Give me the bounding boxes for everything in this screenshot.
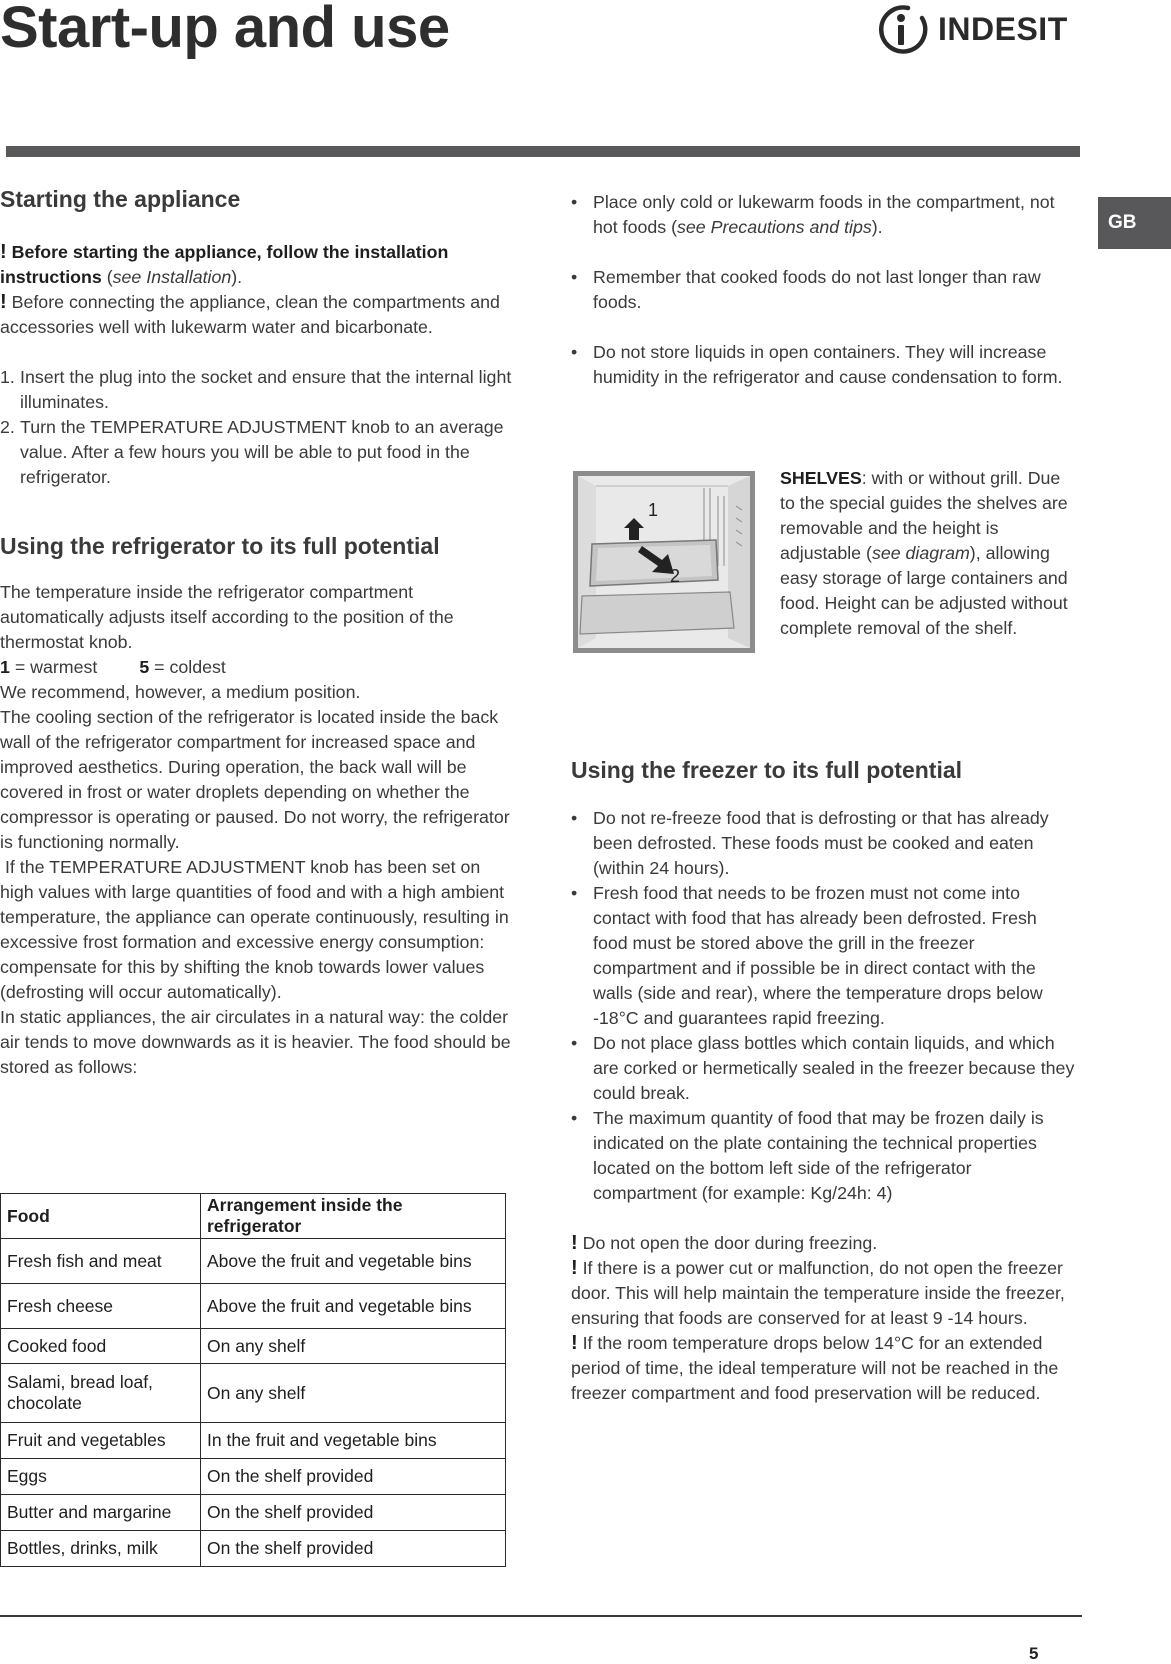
fridge-paragraph: If the TEMPERATURE ADJUSTMENT knob has been set on high values with large quantities of food and with a high ambient temperature, the appliance can operate continuously, resulting in excessive frost formation and excessive energy consumption: compensate for this by shifting the knob towards lower values (defrosting will occur automatically).	[0, 857, 514, 1002]
tip-close: ).	[871, 217, 883, 237]
food-cell: Fresh cheese	[1, 1284, 201, 1329]
fridge-paragraph: The cooling section of the refrigerator is located inside the back wall of the refrigerator compartment for increased space and improved aesthetics. During operation, the back wall will be covered in frost or water droplets depending on whether the compressor is operating or paused. Do not worry, the refrigerator is functioning normally.	[0, 707, 510, 852]
food-cell: Fruit and vegetables	[1, 1423, 201, 1459]
fridge-paragraph: In static appliances, the air circulates in a natural way: the colder air tends to move downwards as it is heavier. The food should be stored as follows:	[0, 1007, 511, 1077]
freezer-warning	[571, 1331, 1076, 1406]
clean-warning-text: Before connecting the appliance, clean the compartments and accessories well with lukewarm water and bicarbonate.	[0, 292, 500, 337]
warning-text: If there is a power cut or malfunction, do not open the freezer door. This will help maintain the temperature inside the freezer, ensuring that foods are conserved for at least 9 -14 hours.	[571, 1258, 1065, 1328]
arrangement-cell: On the shelf provided	[201, 1459, 506, 1495]
arrangement-cell: On any shelf	[201, 1364, 506, 1423]
food-cell: Butter and margarine	[1, 1495, 201, 1531]
warm-number: 1	[0, 657, 10, 677]
paren-close: ).	[231, 267, 243, 287]
install-reference: see Installation	[112, 267, 232, 287]
arrangement-cell: On any shelf	[201, 1329, 506, 1364]
table-row	[1, 1284, 506, 1329]
diagram-label-2: 2	[670, 566, 681, 586]
arrangement-cell: Above the fruit and vegetable bins	[201, 1239, 506, 1284]
arrangement-cell: On the shelf provided	[201, 1495, 506, 1531]
list-item: • Do not place glass bottles which contain liquids, and which are corked or hermetically sealed in the freezer because they could break.	[571, 1031, 1076, 1106]
table-header-row	[1, 1194, 506, 1239]
list-item: • Do not re-freeze food that is defrosting or that has already been defrosted. These foods must be cooked and eaten (within 24 hours).	[571, 806, 1076, 881]
food-cell: Bottles, drinks, milk	[1, 1531, 201, 1567]
thermostat-scale	[0, 655, 512, 680]
info-circle-icon	[874, 4, 930, 54]
table-row	[1, 1459, 506, 1495]
header-rule	[6, 146, 1080, 157]
warm-label: = warmest	[9, 657, 98, 677]
fridge-tips-list	[571, 190, 1076, 390]
food-cell: Fresh fish and meat	[1, 1239, 201, 1284]
warning-mark: !	[0, 291, 7, 313]
table-row	[1, 1239, 506, 1284]
list-item	[571, 190, 1076, 240]
install-warning	[0, 240, 512, 290]
table-row	[1, 1423, 506, 1459]
starting-heading: Starting the appliance	[0, 186, 241, 212]
shelves-description	[780, 466, 1076, 641]
table-row	[1, 1364, 506, 1423]
food-cell: Eggs	[1, 1459, 201, 1495]
column-header-arrangement: Arrangement inside the refrigerator	[201, 1194, 506, 1239]
brand-logo	[874, 4, 1068, 54]
table-row	[1, 1495, 506, 1531]
footer-rule	[0, 1615, 1082, 1617]
page-number: 5	[1029, 1644, 1039, 1663]
food-cell: Salami, bread loaf, chocolate	[1, 1364, 201, 1423]
list-item: • The maximum quantity of food that may be frozen daily is indicated on the plate containing the technical properties located on the bottom left side of the refrigerator compartment (for example: Kg/24h: 4)	[571, 1106, 1076, 1206]
freezer-tips-list	[571, 806, 1076, 1206]
list-item: • Remember that cooked foods do not last longer than raw foods.	[571, 265, 1076, 315]
shelves-text: : with or without grill. Due to the special guides the shelves are removable and the height is adjustable (	[780, 468, 1068, 563]
step-number: 1.	[0, 367, 15, 387]
cold-number: 5	[139, 657, 150, 677]
fridge-intro: The temperature inside the refrigerator compartment automatically adjusts itself according to the position of the thermostat knob.	[0, 582, 454, 652]
list-item: • Fresh food that needs to be frozen must not come into contact with food that has already been defrosted. Fresh food must be stored above the grill in the freezer compartment and if possible be in direct contact with the walls (side and rear), where the temperature drops below -18°C and guarantees rapid freezing.	[571, 881, 1076, 1031]
clean-warning	[0, 290, 512, 340]
language-tab-label: GB	[1108, 212, 1137, 233]
food-storage-table	[0, 1193, 506, 1567]
install-warning-bold: Before starting the appliance, follow the installation instructions	[0, 242, 449, 287]
warning-mark: !	[571, 1332, 578, 1354]
fridge-paragraph: We recommend, however, a medium position.	[0, 682, 361, 702]
tip-text: Place only cold or lukewarm foods in the compartment, not hot foods (	[593, 192, 1055, 237]
warning-text: If the room temperature drops below 14°C for an extended period of time, the ideal temperature will not be reached in the freezer compartment and food preservation will be reduced.	[571, 1333, 1059, 1403]
right-column	[571, 190, 1076, 415]
page-title: Start-up and use	[0, 0, 450, 60]
step-text: Insert the plug into the socket and ensure that the internal light illuminates.	[20, 367, 512, 412]
tip-reference: see Precautions and tips	[677, 217, 872, 237]
arrangement-cell: On the shelf provided	[201, 1531, 506, 1567]
shelves-reference: see diagram	[871, 543, 970, 563]
language-tab	[1098, 197, 1171, 249]
arrangement-cell: Above the fruit and vegetable bins	[201, 1284, 506, 1329]
paren-open: (	[101, 267, 113, 287]
freezer-section	[571, 756, 1076, 1406]
step-item	[0, 415, 512, 490]
freezer-warning	[571, 1231, 1076, 1256]
table-row	[1, 1329, 506, 1364]
arrangement-cell: In the fruit and vegetable bins	[201, 1423, 506, 1459]
warning-mark: !	[571, 1232, 578, 1254]
warning-mark: !	[0, 241, 7, 263]
shelf-illustration	[578, 476, 750, 648]
shelf-diagram	[573, 471, 755, 653]
column-header-food: Food	[1, 1194, 201, 1239]
shelves-label: SHELVES	[780, 468, 862, 488]
shelves-text: ), allowing easy storage of large containers and food. Height can be adjusted without complete removal of the shelf.	[780, 543, 1068, 638]
table-row	[1, 1531, 506, 1567]
brand-name: INDESIT	[938, 10, 1068, 47]
warning-text: Do not open the door during freezing.	[577, 1233, 878, 1253]
step-text: Turn the TEMPERATURE ADJUSTMENT knob to an average value. After a few hours you will be able to put food in the refrigerator.	[20, 417, 504, 487]
cold-label: = coldest	[149, 657, 226, 677]
freezer-heading: Using the freezer to its full potential	[571, 757, 963, 783]
food-cell: Cooked food	[1, 1329, 201, 1364]
step-item	[0, 365, 512, 415]
step-number: 2.	[0, 417, 15, 437]
freezer-warning	[571, 1256, 1076, 1331]
warning-mark: !	[571, 1257, 578, 1279]
fridge-heading: Using the refrigerator to its full potential	[0, 533, 440, 559]
diagram-label-1: 1	[648, 500, 659, 520]
start-steps	[0, 365, 512, 490]
list-item: • Do not store liquids in open containers. They will increase humidity in the refrigerator and cause condensation to form.	[571, 340, 1076, 390]
left-column	[0, 185, 512, 1080]
